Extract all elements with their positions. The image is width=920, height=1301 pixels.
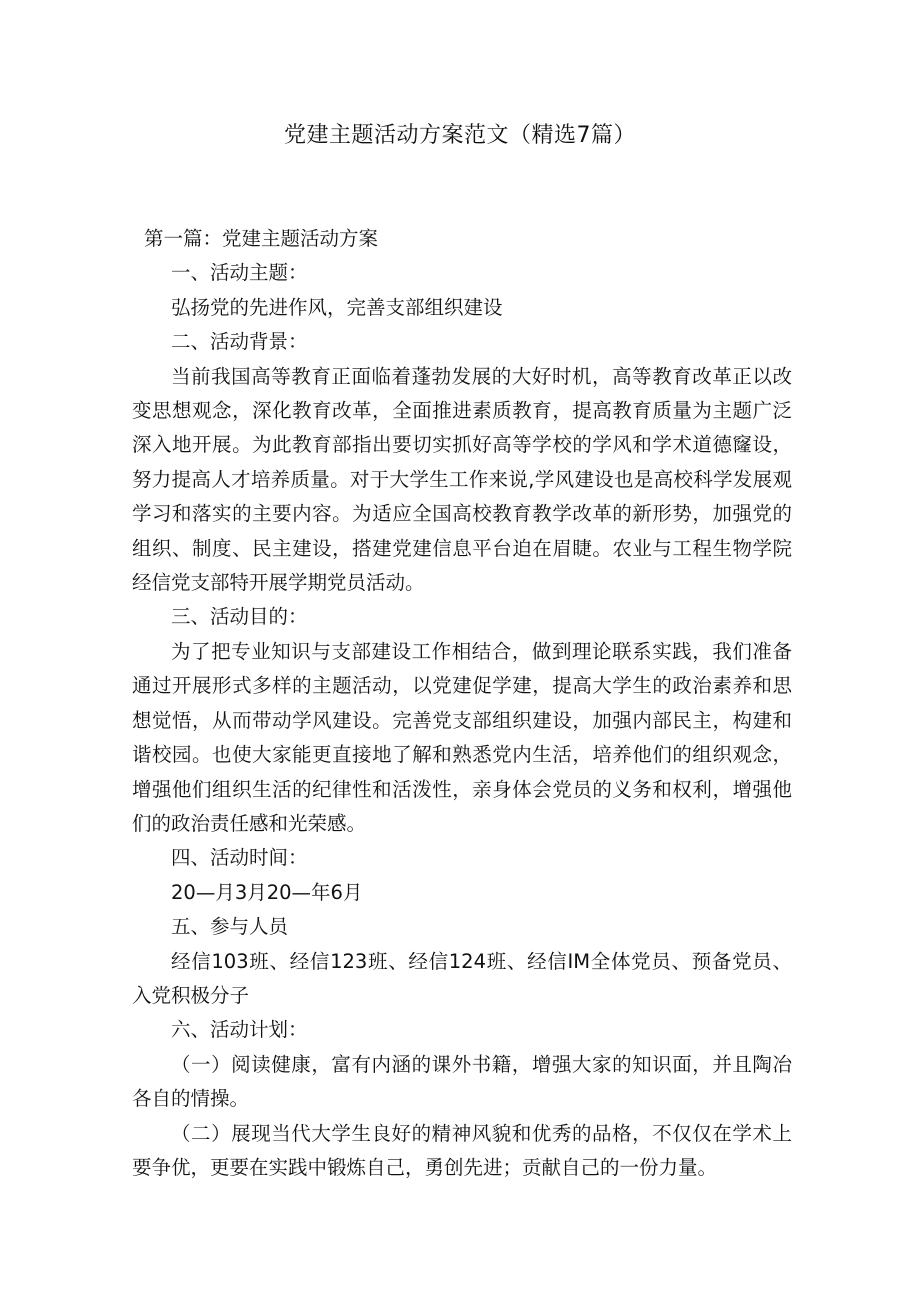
document-title: 党建主题活动方案范文（精选7篇） [284,123,636,148]
section-paragraph-background: 当前我国高等教育正面临着蓬勃发展的大好时机，高等教育改革正以改变思想观念，深化教育改革，全面推进素质教育，提高教育质量为主题广泛深入地开展。为此教育部指出要切实抓好高等学校的学风和学术道德窿设，努力提高人才培养质量。对于大学生工作来说,学风建设也是高校科学发展观学习和落实的主要内容。为适应全国高校教育教学改革的新形势，加强党的组织、制度、民主建设，搭建党建信息平台迫在眉睫。农业与工程生物学院经信党支部特开展学期党员活动。 [132,364,792,595]
plan-item-2: （二）展现当代大学生良好的精神风貌和优秀的品格，不仅仅在学术上要争优，更要在实践中锻炼自己，勇创先进；贡献自己的一份力量。 [132,1121,792,1179]
section-paragraph-purpose: 为了把专业知识与支部建设工作相结合，做到理论联系实践，我们准备通过开展形式多样的主题活动，以党建促学建，提高大学生的政治素养和思想觉悟，从而带动学风建设。完善党支部组织建设，加强内部民主，构建和谐校园。也使大家能更直接地了解和熟悉党内生活，培养他们的组织观念，增强他们组织生活的纪律性和活泼性，亲身体会党员的义务和权利，增强他们的政治责任感和光荣感。 [132,639,792,835]
document-body [132,222,792,1185]
plan-item-1: （一）阅读健康，富有内涵的课外书籍，增强大家的知识面，并且陶冶各自的情操。 [132,1052,792,1111]
section-heading-plan: 六、活动计划： [171,1018,308,1042]
section-heading-participants: 五、参与人员 [171,915,289,939]
section-heading-theme: 一、活动主题： [171,261,308,285]
section-paragraph-time: 20—月3月20—年6月 [171,880,363,904]
section-heading-background: 二、活动背景： [171,330,308,354]
section-heading-purpose: 三、活动目的： [171,605,308,629]
section-heading-time: 四、活动时间： [171,846,308,870]
section-paragraph-participants: 经信103班、经信123班、经信124班、经信IM全体党员、预备党员、入党积极分子 [132,949,792,1007]
section-paragraph-theme: 弘扬党的先进作风，完善支部组织建设 [171,295,503,319]
part-heading: 第一篇：党建主题活动方案 [144,227,379,250]
